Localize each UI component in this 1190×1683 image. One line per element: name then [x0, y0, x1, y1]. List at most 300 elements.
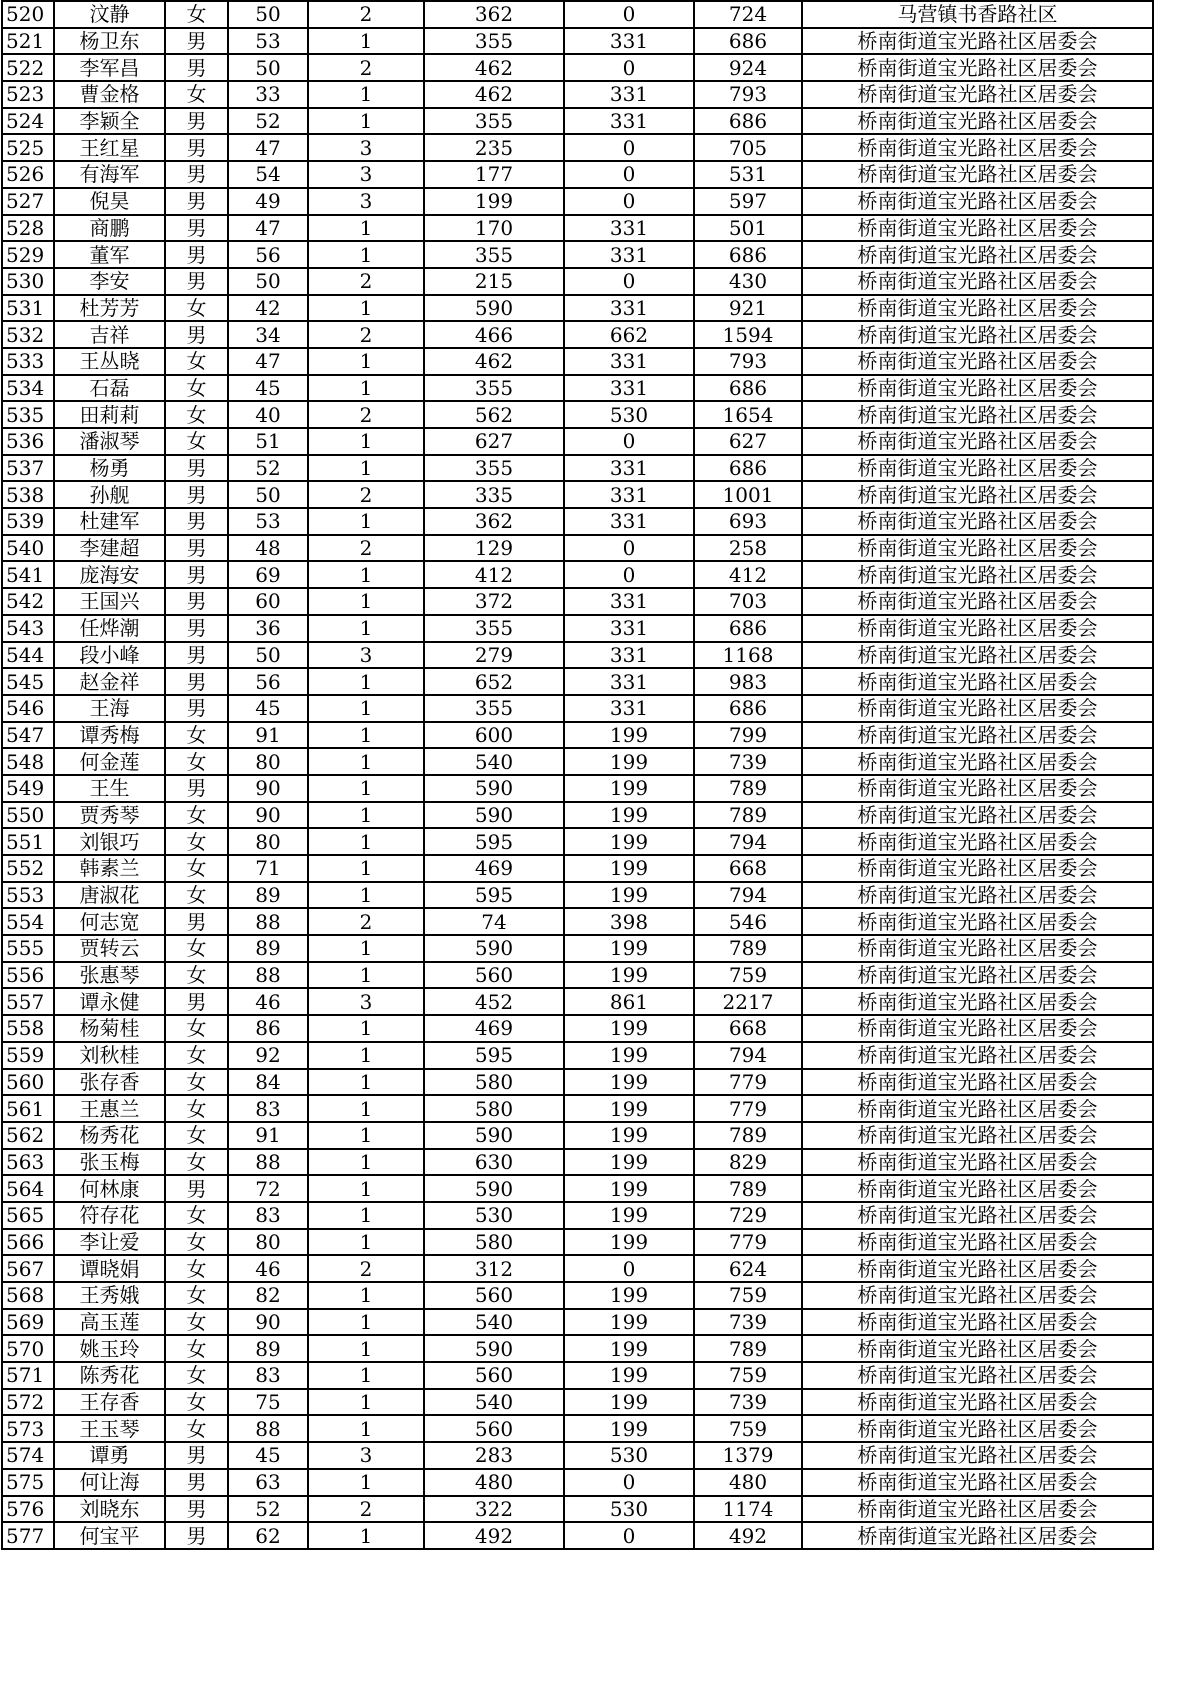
amount-a-cell: 372: [424, 588, 564, 615]
household-size-cell: 1: [308, 1229, 424, 1256]
community-unit-cell: 桥南街道宝光路社区居委会: [802, 1069, 1153, 1096]
gender-cell: 男: [165, 588, 228, 615]
name-cell: 李让爱: [54, 1229, 165, 1256]
age-cell: 47: [228, 348, 308, 375]
serial-number-cell: 539: [2, 508, 54, 535]
table-row: [2, 1095, 1153, 1122]
serial-number-cell: 520: [2, 1, 54, 28]
table-row: [2, 241, 1153, 268]
household-size-cell: 1: [308, 1469, 424, 1496]
household-size-cell: 2: [308, 1496, 424, 1523]
gender-cell: 男: [165, 1175, 228, 1202]
name-cell: 姚玉玲: [54, 1335, 165, 1362]
total-amount-cell: 924: [694, 54, 802, 81]
age-cell: 40: [228, 401, 308, 428]
household-size-cell: 1: [308, 1335, 424, 1362]
household-size-cell: 1: [308, 1309, 424, 1336]
community-unit-cell: 桥南街道宝光路社区居委会: [802, 588, 1153, 615]
serial-number-cell: 531: [2, 295, 54, 322]
community-unit-cell: 桥南街道宝光路社区居委会: [802, 668, 1153, 695]
community-unit-cell: 桥南街道宝光路社区居委会: [802, 428, 1153, 455]
household-size-cell: 2: [308, 1, 424, 28]
amount-b-cell: 199: [564, 1282, 694, 1309]
amount-b-cell: 861: [564, 988, 694, 1015]
amount-b-cell: 199: [564, 935, 694, 962]
gender-cell: 女: [165, 428, 228, 455]
total-amount-cell: 1001: [694, 481, 802, 508]
gender-cell: 女: [165, 855, 228, 882]
name-cell: 杨卫东: [54, 28, 165, 55]
table-row: [2, 802, 1153, 829]
amount-b-cell: 331: [564, 481, 694, 508]
name-cell: 谭秀梅: [54, 722, 165, 749]
total-amount-cell: 739: [694, 1309, 802, 1336]
amount-a-cell: 590: [424, 935, 564, 962]
age-cell: 45: [228, 695, 308, 722]
name-cell: 张惠琴: [54, 962, 165, 989]
amount-a-cell: 560: [424, 962, 564, 989]
amount-b-cell: 199: [564, 828, 694, 855]
household-size-cell: 1: [308, 508, 424, 535]
name-cell: 赵金祥: [54, 668, 165, 695]
name-cell: 谭勇: [54, 1442, 165, 1469]
gender-cell: 女: [165, 1362, 228, 1389]
community-unit-cell: 桥南街道宝光路社区居委会: [802, 1309, 1153, 1336]
community-unit-cell: 桥南街道宝光路社区居委会: [802, 161, 1153, 188]
total-amount-cell: 779: [694, 1095, 802, 1122]
gender-cell: 男: [165, 108, 228, 135]
amount-b-cell: 331: [564, 375, 694, 402]
amount-a-cell: 630: [424, 1149, 564, 1176]
name-cell: 李颖全: [54, 108, 165, 135]
community-unit-cell: 桥南街道宝光路社区居委会: [802, 775, 1153, 802]
gender-cell: 男: [165, 161, 228, 188]
amount-a-cell: 469: [424, 1015, 564, 1042]
amount-b-cell: 0: [564, 1, 694, 28]
household-size-cell: 1: [308, 935, 424, 962]
amount-a-cell: 590: [424, 802, 564, 829]
serial-number-cell: 522: [2, 54, 54, 81]
amount-a-cell: 580: [424, 1095, 564, 1122]
name-cell: 田莉莉: [54, 401, 165, 428]
amount-b-cell: 0: [564, 428, 694, 455]
total-amount-cell: 921: [694, 295, 802, 322]
total-amount-cell: 739: [694, 748, 802, 775]
household-size-cell: 1: [308, 1415, 424, 1442]
amount-a-cell: 355: [424, 375, 564, 402]
community-unit-cell: 桥南街道宝光路社区居委会: [802, 561, 1153, 588]
household-size-cell: 3: [308, 161, 424, 188]
serial-number-cell: 573: [2, 1415, 54, 1442]
household-size-cell: 3: [308, 642, 424, 669]
serial-number-cell: 561: [2, 1095, 54, 1122]
amount-b-cell: 331: [564, 28, 694, 55]
amount-b-cell: 0: [564, 1522, 694, 1549]
serial-number-cell: 534: [2, 375, 54, 402]
serial-number-cell: 529: [2, 241, 54, 268]
total-amount-cell: 686: [694, 615, 802, 642]
amount-a-cell: 469: [424, 855, 564, 882]
age-cell: 88: [228, 908, 308, 935]
age-cell: 45: [228, 375, 308, 402]
age-cell: 91: [228, 722, 308, 749]
amount-a-cell: 412: [424, 561, 564, 588]
amount-b-cell: 199: [564, 1362, 694, 1389]
gender-cell: 男: [165, 1522, 228, 1549]
serial-number-cell: 549: [2, 775, 54, 802]
age-cell: 33: [228, 81, 308, 108]
amount-b-cell: 199: [564, 802, 694, 829]
age-cell: 75: [228, 1389, 308, 1416]
age-cell: 89: [228, 935, 308, 962]
total-amount-cell: 686: [694, 455, 802, 482]
household-size-cell: 1: [308, 1095, 424, 1122]
table-row: [2, 1496, 1153, 1523]
amount-b-cell: 331: [564, 348, 694, 375]
gender-cell: 男: [165, 535, 228, 562]
serial-number-cell: 544: [2, 642, 54, 669]
amount-a-cell: 355: [424, 695, 564, 722]
community-unit-cell: 桥南街道宝光路社区居委会: [802, 1202, 1153, 1229]
serial-number-cell: 542: [2, 588, 54, 615]
table-row: [2, 1362, 1153, 1389]
household-size-cell: 2: [308, 321, 424, 348]
household-size-cell: 1: [308, 241, 424, 268]
amount-a-cell: 540: [424, 748, 564, 775]
total-amount-cell: 779: [694, 1229, 802, 1256]
serial-number-cell: 540: [2, 535, 54, 562]
community-unit-cell: 桥南街道宝光路社区居委会: [802, 508, 1153, 535]
community-unit-cell: 桥南街道宝光路社区居委会: [802, 1522, 1153, 1549]
age-cell: 84: [228, 1069, 308, 1096]
name-cell: 韩素兰: [54, 855, 165, 882]
gender-cell: 男: [165, 508, 228, 535]
amount-a-cell: 590: [424, 295, 564, 322]
name-cell: 王玉琴: [54, 1415, 165, 1442]
amount-a-cell: 170: [424, 215, 564, 242]
community-unit-cell: 桥南街道宝光路社区居委会: [802, 1015, 1153, 1042]
household-size-cell: 1: [308, 375, 424, 402]
total-amount-cell: 703: [694, 588, 802, 615]
community-unit-cell: 桥南街道宝光路社区居委会: [802, 1469, 1153, 1496]
name-cell: 王国兴: [54, 588, 165, 615]
table-row: [2, 882, 1153, 909]
total-amount-cell: 686: [694, 108, 802, 135]
community-unit-cell: 马营镇书香路社区: [802, 1, 1153, 28]
age-cell: 52: [228, 108, 308, 135]
age-cell: 54: [228, 161, 308, 188]
amount-a-cell: 362: [424, 1, 564, 28]
amount-a-cell: 590: [424, 1122, 564, 1149]
total-amount-cell: 1174: [694, 1496, 802, 1523]
total-amount-cell: 624: [694, 1255, 802, 1282]
table-row: [2, 828, 1153, 855]
table-row: [2, 108, 1153, 135]
amount-b-cell: 199: [564, 1042, 694, 1069]
amount-b-cell: 530: [564, 1442, 694, 1469]
table-row: [2, 1389, 1153, 1416]
amount-a-cell: 279: [424, 642, 564, 669]
household-size-cell: 1: [308, 588, 424, 615]
gender-cell: 女: [165, 1015, 228, 1042]
gender-cell: 男: [165, 615, 228, 642]
serial-number-cell: 536: [2, 428, 54, 455]
age-cell: 86: [228, 1015, 308, 1042]
name-cell: 王秀娥: [54, 1282, 165, 1309]
amount-b-cell: 0: [564, 561, 694, 588]
community-unit-cell: 桥南街道宝光路社区居委会: [802, 134, 1153, 161]
age-cell: 50: [228, 54, 308, 81]
amount-b-cell: 331: [564, 81, 694, 108]
gender-cell: 男: [165, 215, 228, 242]
name-cell: 董军: [54, 241, 165, 268]
serial-number-cell: 560: [2, 1069, 54, 1096]
table-row: [2, 1255, 1153, 1282]
household-size-cell: 1: [308, 561, 424, 588]
gender-cell: 男: [165, 241, 228, 268]
serial-number-cell: 556: [2, 962, 54, 989]
table-row: [2, 1229, 1153, 1256]
household-size-cell: 1: [308, 1202, 424, 1229]
name-cell: 陈秀花: [54, 1362, 165, 1389]
name-cell: 杜芳芳: [54, 295, 165, 322]
household-size-cell: 2: [308, 908, 424, 935]
serial-number-cell: 523: [2, 81, 54, 108]
name-cell: 杨秀花: [54, 1122, 165, 1149]
name-cell: 王惠兰: [54, 1095, 165, 1122]
age-cell: 80: [228, 748, 308, 775]
table-row: [2, 588, 1153, 615]
age-cell: 71: [228, 855, 308, 882]
age-cell: 51: [228, 428, 308, 455]
community-unit-cell: 桥南街道宝光路社区居委会: [802, 1042, 1153, 1069]
gender-cell: 女: [165, 1149, 228, 1176]
age-cell: 89: [228, 1335, 308, 1362]
community-unit-cell: 桥南街道宝光路社区居委会: [802, 722, 1153, 749]
amount-a-cell: 355: [424, 108, 564, 135]
name-cell: 何志宽: [54, 908, 165, 935]
amount-b-cell: 199: [564, 1095, 694, 1122]
serial-number-cell: 528: [2, 215, 54, 242]
total-amount-cell: 789: [694, 802, 802, 829]
name-cell: 段小峰: [54, 642, 165, 669]
table-row: [2, 1442, 1153, 1469]
community-unit-cell: 桥南街道宝光路社区居委会: [802, 1149, 1153, 1176]
gender-cell: 男: [165, 561, 228, 588]
total-amount-cell: 492: [694, 1522, 802, 1549]
total-amount-cell: 2217: [694, 988, 802, 1015]
gender-cell: 女: [165, 1229, 228, 1256]
age-cell: 56: [228, 668, 308, 695]
serial-number-cell: 572: [2, 1389, 54, 1416]
gender-cell: 女: [165, 935, 228, 962]
community-unit-cell: 桥南街道宝光路社区居委会: [802, 962, 1153, 989]
total-amount-cell: 627: [694, 428, 802, 455]
community-unit-cell: 桥南街道宝光路社区居委会: [802, 108, 1153, 135]
name-cell: 潘淑琴: [54, 428, 165, 455]
name-cell: 汶静: [54, 1, 165, 28]
name-cell: 任烨潮: [54, 615, 165, 642]
amount-b-cell: 199: [564, 1015, 694, 1042]
table-row: [2, 54, 1153, 81]
name-cell: 何宝平: [54, 1522, 165, 1549]
amount-a-cell: 595: [424, 828, 564, 855]
name-cell: 吉祥: [54, 321, 165, 348]
community-unit-cell: 桥南街道宝光路社区居委会: [802, 855, 1153, 882]
amount-b-cell: 199: [564, 962, 694, 989]
name-cell: 何金莲: [54, 748, 165, 775]
amount-a-cell: 355: [424, 241, 564, 268]
amount-b-cell: 0: [564, 54, 694, 81]
table-row: [2, 642, 1153, 669]
total-amount-cell: 480: [694, 1469, 802, 1496]
table-row: [2, 1175, 1153, 1202]
gender-cell: 男: [165, 1442, 228, 1469]
gender-cell: 女: [165, 748, 228, 775]
household-size-cell: 2: [308, 401, 424, 428]
household-size-cell: 1: [308, 108, 424, 135]
gender-cell: 女: [165, 401, 228, 428]
community-unit-cell: 桥南街道宝光路社区居委会: [802, 1389, 1153, 1416]
age-cell: 52: [228, 455, 308, 482]
household-size-cell: 1: [308, 1362, 424, 1389]
household-size-cell: 1: [308, 828, 424, 855]
gender-cell: 女: [165, 828, 228, 855]
name-cell: 曹金格: [54, 81, 165, 108]
household-size-cell: 1: [308, 962, 424, 989]
gender-cell: 女: [165, 1335, 228, 1362]
gender-cell: 男: [165, 481, 228, 508]
amount-a-cell: 590: [424, 1175, 564, 1202]
community-unit-cell: 桥南街道宝光路社区居委会: [802, 935, 1153, 962]
household-size-cell: 1: [308, 1282, 424, 1309]
total-amount-cell: 789: [694, 1175, 802, 1202]
total-amount-cell: 686: [694, 241, 802, 268]
age-cell: 50: [228, 481, 308, 508]
total-amount-cell: 693: [694, 508, 802, 535]
amount-a-cell: 462: [424, 54, 564, 81]
table-row: [2, 295, 1153, 322]
gender-cell: 男: [165, 188, 228, 215]
gender-cell: 女: [165, 1042, 228, 1069]
amount-b-cell: 0: [564, 134, 694, 161]
serial-number-cell: 537: [2, 455, 54, 482]
community-unit-cell: 桥南街道宝光路社区居委会: [802, 455, 1153, 482]
gender-cell: 男: [165, 54, 228, 81]
total-amount-cell: 794: [694, 882, 802, 909]
serial-number-cell: 567: [2, 1255, 54, 1282]
name-cell: 张存香: [54, 1069, 165, 1096]
amount-a-cell: 312: [424, 1255, 564, 1282]
amount-b-cell: 199: [564, 1389, 694, 1416]
amount-b-cell: 331: [564, 668, 694, 695]
gender-cell: 男: [165, 908, 228, 935]
total-amount-cell: 1594: [694, 321, 802, 348]
community-unit-cell: 桥南街道宝光路社区居委会: [802, 748, 1153, 775]
gender-cell: 男: [165, 268, 228, 295]
amount-a-cell: 462: [424, 81, 564, 108]
total-amount-cell: 531: [694, 161, 802, 188]
serial-number-cell: 566: [2, 1229, 54, 1256]
amount-a-cell: 595: [424, 1042, 564, 1069]
age-cell: 90: [228, 775, 308, 802]
age-cell: 50: [228, 1, 308, 28]
name-cell: 刘银巧: [54, 828, 165, 855]
amount-a-cell: 355: [424, 28, 564, 55]
community-unit-cell: 桥南街道宝光路社区居委会: [802, 642, 1153, 669]
table-row: [2, 134, 1153, 161]
serial-number-cell: 547: [2, 722, 54, 749]
gender-cell: 男: [165, 1496, 228, 1523]
amount-a-cell: 562: [424, 401, 564, 428]
serial-number-cell: 565: [2, 1202, 54, 1229]
amount-a-cell: 560: [424, 1415, 564, 1442]
serial-number-cell: 568: [2, 1282, 54, 1309]
total-amount-cell: 668: [694, 855, 802, 882]
community-unit-cell: 桥南街道宝光路社区居委会: [802, 1095, 1153, 1122]
amount-b-cell: 0: [564, 188, 694, 215]
gender-cell: 男: [165, 455, 228, 482]
total-amount-cell: 729: [694, 1202, 802, 1229]
table-row: [2, 188, 1153, 215]
serial-number-cell: 533: [2, 348, 54, 375]
amount-a-cell: 540: [424, 1309, 564, 1336]
household-size-cell: 3: [308, 988, 424, 1015]
amount-b-cell: 0: [564, 161, 694, 188]
serial-number-cell: 538: [2, 481, 54, 508]
amount-a-cell: 580: [424, 1229, 564, 1256]
gender-cell: 男: [165, 134, 228, 161]
amount-a-cell: 462: [424, 348, 564, 375]
household-size-cell: 1: [308, 748, 424, 775]
age-cell: 49: [228, 188, 308, 215]
serial-number-cell: 557: [2, 988, 54, 1015]
table-row: [2, 215, 1153, 242]
serial-number-cell: 571: [2, 1362, 54, 1389]
age-cell: 47: [228, 215, 308, 242]
household-size-cell: 1: [308, 1042, 424, 1069]
community-unit-cell: 桥南街道宝光路社区居委会: [802, 882, 1153, 909]
total-amount-cell: 501: [694, 215, 802, 242]
age-cell: 80: [228, 1229, 308, 1256]
total-amount-cell: 793: [694, 81, 802, 108]
name-cell: 杨勇: [54, 455, 165, 482]
serial-number-cell: 521: [2, 28, 54, 55]
household-size-cell: 1: [308, 428, 424, 455]
name-cell: 石磊: [54, 375, 165, 402]
age-cell: 88: [228, 1415, 308, 1442]
table-row: [2, 321, 1153, 348]
serial-number-cell: 569: [2, 1309, 54, 1336]
community-unit-cell: 桥南街道宝光路社区居委会: [802, 535, 1153, 562]
gender-cell: 女: [165, 1282, 228, 1309]
age-cell: 92: [228, 1042, 308, 1069]
serial-number-cell: 530: [2, 268, 54, 295]
amount-b-cell: 331: [564, 615, 694, 642]
table-row: [2, 1415, 1153, 1442]
total-amount-cell: 1654: [694, 401, 802, 428]
household-size-cell: 1: [308, 28, 424, 55]
table-row: [2, 535, 1153, 562]
total-amount-cell: 789: [694, 1122, 802, 1149]
household-size-cell: 1: [308, 802, 424, 829]
table-row: [2, 988, 1153, 1015]
name-cell: 孙舰: [54, 481, 165, 508]
amount-b-cell: 530: [564, 401, 694, 428]
name-cell: 李军昌: [54, 54, 165, 81]
amount-a-cell: 199: [424, 188, 564, 215]
age-cell: 42: [228, 295, 308, 322]
